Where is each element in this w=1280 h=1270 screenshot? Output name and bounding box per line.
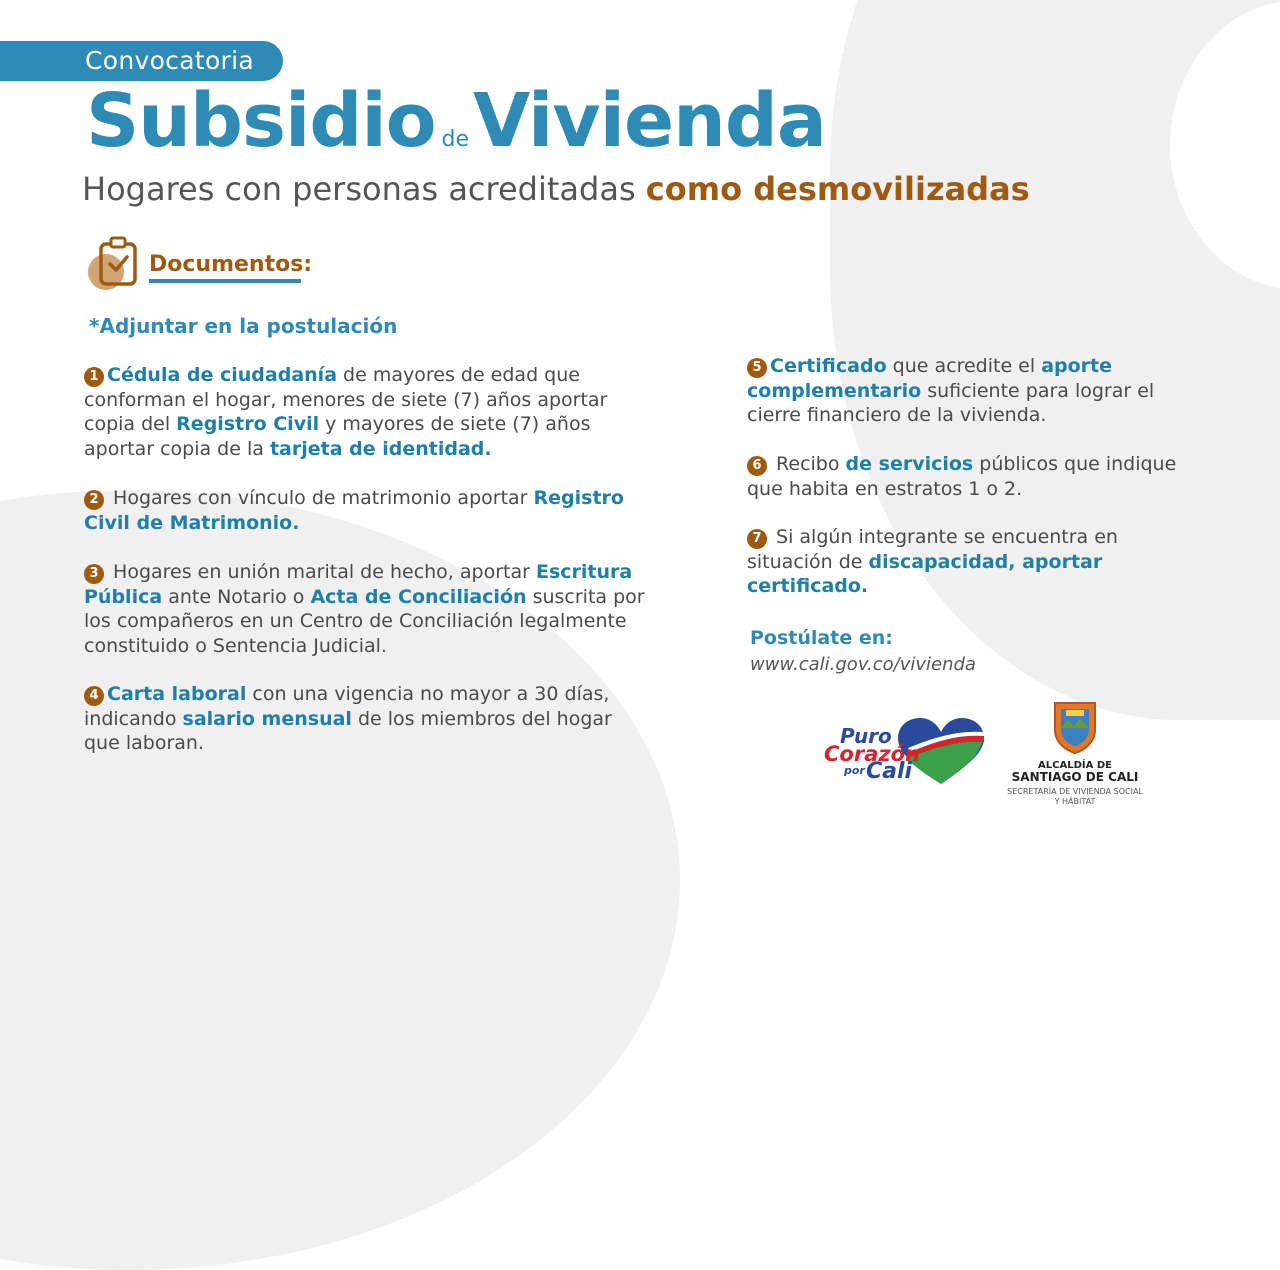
item-text: de mayores de edad que conforman el hogar, menores de siete (7) años aportar copia del bbox=[84, 364, 608, 435]
item-text: de los miembros del hogar que laboran. bbox=[84, 707, 612, 754]
campaign-line4: Cali bbox=[866, 759, 913, 784]
highlight-text: Carta laboral bbox=[107, 683, 247, 705]
item-text: y mayores de siete (7) años aportar copia de la bbox=[84, 413, 591, 460]
item-text: suscrita por los compañeros en un Centro de Conciliación legalmente constituido o Sentencia Judicial. bbox=[84, 585, 645, 657]
office-line4: Y HÁBITAT bbox=[1054, 797, 1096, 806]
item-number-icon: 3 bbox=[84, 564, 104, 584]
highlight-text: salario mensual bbox=[182, 707, 352, 730]
item-number-icon: 7 bbox=[747, 529, 767, 549]
highlight-text: de servicios bbox=[845, 453, 974, 475]
highlight-text: Registro Civil de Matrimonio. bbox=[84, 487, 624, 534]
city-crest-icon bbox=[1052, 700, 1098, 754]
title-connector: de bbox=[441, 127, 470, 152]
highlight-text: Registro Civil bbox=[176, 413, 320, 435]
requirement-item-7 bbox=[747, 525, 1167, 599]
highlight-text: Certificado bbox=[770, 355, 887, 377]
highlight-text: Acta de Conciliación bbox=[310, 585, 527, 608]
item-number-icon: 4 bbox=[84, 686, 104, 706]
item-text: Hogares en unión marital de hecho, aportar bbox=[107, 561, 536, 583]
office-line3: SECRETARÍA DE VIVIENDA SOCIAL bbox=[1007, 787, 1143, 796]
item-number-icon: 1 bbox=[84, 367, 104, 387]
requirement-item-6 bbox=[747, 452, 1187, 501]
highlight-text: tarjeta de identidad. bbox=[269, 437, 492, 460]
item-text: suficiente para lograr el cierre financiero de la vivienda. bbox=[747, 379, 1155, 426]
title-part2: Vivienda bbox=[473, 78, 826, 164]
subtitle-plain: Hogares con personas acreditadas bbox=[82, 170, 636, 208]
campaign-line1: Puro bbox=[840, 724, 892, 748]
item-text: Hogares con vínculo de matrimonio aportar bbox=[107, 487, 534, 509]
office-line2: SANTIAGO DE CALI bbox=[1011, 770, 1139, 784]
campaign-line3: por bbox=[844, 764, 865, 777]
subtitle-highlight: como desmovilizadas bbox=[645, 170, 1030, 208]
clipboard-check-icon bbox=[86, 234, 142, 292]
puro-corazon-logo bbox=[822, 718, 984, 790]
apply-url[interactable]: www.cali.gov.co/vivienda bbox=[750, 654, 976, 675]
title-part1: Subsidio bbox=[86, 78, 436, 164]
item-text: Recibo bbox=[770, 453, 846, 475]
documents-underline bbox=[149, 279, 301, 283]
apply-label: Postúlate en: bbox=[750, 627, 893, 649]
highlight-text: aporte complementario bbox=[747, 355, 1113, 402]
page-subtitle bbox=[82, 170, 1030, 208]
requirement-item-4 bbox=[84, 682, 644, 756]
item-text: Si algún integrante se encuentra en situación de bbox=[747, 526, 1118, 573]
requirement-item-1 bbox=[84, 363, 644, 461]
item-number-icon: 2 bbox=[84, 490, 104, 510]
highlight-text: discapacidad, aportar certificado. bbox=[747, 550, 1103, 597]
attach-note: *Adjuntar en la postulación bbox=[89, 314, 398, 338]
office-line1: ALCALDÍA DE bbox=[1038, 760, 1112, 771]
item-text: con una vigencia no mayor a 30 días, indicando bbox=[84, 683, 610, 730]
page-title bbox=[86, 78, 826, 164]
item-text: públicos que indique que habita en estratos 1 o 2. bbox=[747, 453, 1177, 500]
convocatoria-badge: Convocatoria bbox=[0, 41, 283, 81]
requirement-item-2 bbox=[84, 486, 644, 535]
item-text: ante Notario o bbox=[162, 585, 311, 608]
campaign-line2: Corazón bbox=[824, 742, 920, 766]
requirement-item-3 bbox=[84, 560, 656, 658]
requirement-item-5 bbox=[747, 354, 1187, 428]
highlight-text: Escritura Pública bbox=[84, 561, 633, 608]
item-number-icon: 5 bbox=[747, 358, 767, 378]
highlight-text: Cédula de ciudadanía bbox=[107, 364, 338, 386]
documents-label: Documentos: bbox=[149, 252, 313, 277]
item-text: que acredite el bbox=[886, 355, 1042, 377]
item-number-icon: 6 bbox=[747, 456, 767, 476]
alcaldia-logo bbox=[1000, 700, 1150, 812]
